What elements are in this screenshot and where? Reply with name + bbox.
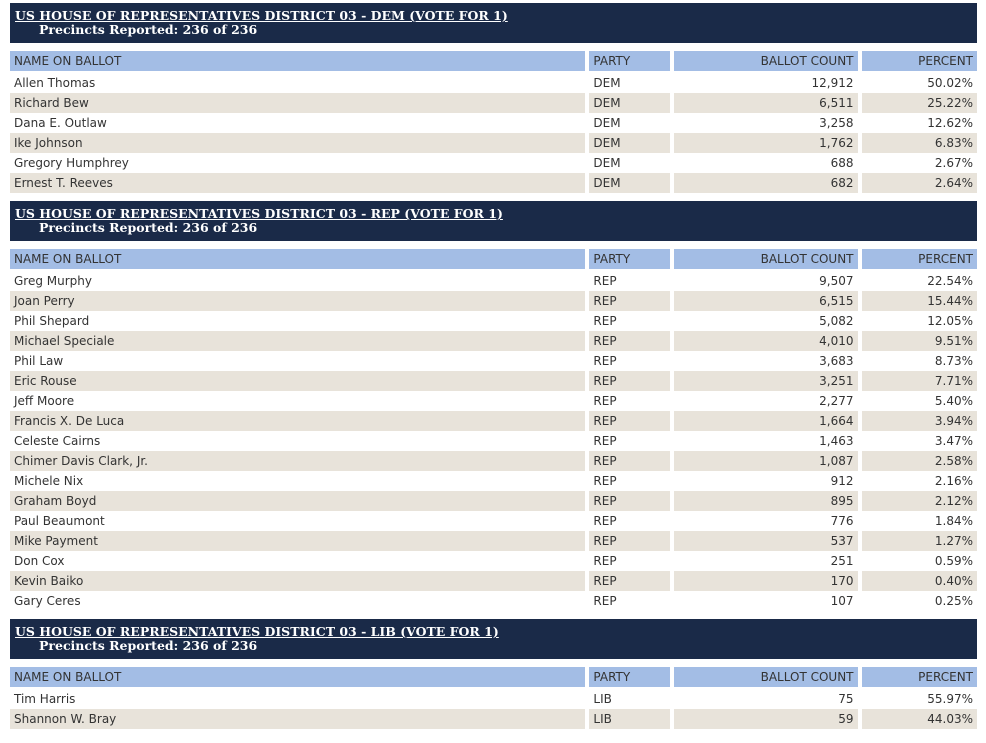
table-row (10, 531, 977, 551)
column-header-party: PARTY (589, 667, 669, 689)
candidate-name: Joan Perry (10, 291, 585, 311)
candidate-name: Chimer Davis Clark, Jr. (10, 451, 585, 471)
vote-percent: 44.03% (862, 709, 978, 729)
table-row (10, 511, 977, 531)
candidate-name: Graham Boyd (10, 491, 585, 511)
candidate-party: REP (589, 451, 669, 471)
candidate-party: REP (593, 434, 617, 448)
candidate-party: REP (593, 394, 617, 408)
table-row (10, 113, 977, 133)
ballot-count: 3,683 (819, 354, 854, 368)
table-row (10, 391, 977, 411)
table-row (10, 431, 977, 451)
vote-percent: 6.83% (862, 133, 978, 153)
candidate-party: REP (593, 514, 617, 528)
candidate-party: REP (593, 314, 617, 328)
race-header (10, 201, 977, 241)
column-header-name: NAME ON BALLOT (10, 249, 585, 271)
race-header (10, 3, 977, 43)
ballot-count: 6,511 (674, 93, 858, 113)
candidate-party: REP (589, 371, 669, 391)
candidate-name: Jeff Moore (14, 394, 75, 408)
table-row (10, 451, 977, 471)
column-header-party: PARTY (589, 51, 669, 73)
vote-percent: 7.71% (862, 371, 978, 391)
table-row (10, 291, 977, 311)
candidate-name: Mike Payment (10, 531, 585, 551)
candidate-name: Allen Thomas (14, 76, 96, 90)
column-header-percent: PERCENT (862, 667, 978, 689)
ballot-count: 12,912 (811, 76, 854, 90)
candidate-name: Gary Ceres (14, 594, 81, 608)
candidate-party: REP (589, 531, 669, 551)
table-row (10, 709, 977, 729)
vote-percent: 3.94% (862, 411, 978, 431)
candidate-party: DEM (589, 133, 669, 153)
candidate-name: Greg Murphy (14, 274, 92, 288)
column-header-count: BALLOT COUNT (674, 667, 858, 689)
candidate-party: REP (593, 594, 617, 608)
ballot-count: 2,277 (819, 394, 854, 408)
candidate-name: Tim Harris (14, 692, 76, 706)
table-row (10, 689, 977, 709)
ballot-count: 3,251 (674, 371, 858, 391)
vote-percent: 0.25% (934, 594, 973, 608)
ballot-count: 251 (830, 554, 854, 568)
ballot-count: 4,010 (674, 331, 858, 351)
table-row (10, 173, 977, 193)
race-rep (10, 201, 977, 611)
table-row (10, 271, 977, 291)
table-row (10, 93, 977, 113)
candidate-party: LIB (593, 692, 612, 706)
candidate-party: DEM (589, 93, 669, 113)
table-row (10, 351, 977, 371)
candidate-name: Dana E. Outlaw (14, 116, 107, 130)
column-header-name: NAME ON BALLOT (10, 51, 585, 73)
ballot-count: 59 (674, 709, 858, 729)
vote-percent: 9.51% (862, 331, 978, 351)
vote-percent: 2.16% (934, 474, 973, 488)
candidate-party: REP (589, 571, 669, 591)
table-row (10, 311, 977, 331)
vote-percent: 50.02% (927, 76, 973, 90)
candidate-name: Paul Beaumont (14, 514, 105, 528)
ballot-count: 9,507 (819, 274, 854, 288)
vote-percent: 2.64% (862, 173, 978, 193)
table-row (10, 591, 977, 611)
table-row (10, 133, 977, 153)
ballot-count: 895 (674, 491, 858, 511)
vote-percent: 25.22% (862, 93, 978, 113)
column-header-count: BALLOT COUNT (674, 249, 858, 271)
results-table (6, 249, 981, 611)
ballot-count: 776 (830, 514, 854, 528)
candidate-name: Ernest T. Reeves (10, 173, 585, 193)
candidate-party: DEM (589, 173, 669, 193)
candidate-name: Don Cox (14, 554, 65, 568)
table-row (10, 471, 977, 491)
ballot-count: 3,258 (819, 116, 854, 130)
column-header-percent: PERCENT (862, 249, 978, 271)
candidate-party: REP (593, 474, 617, 488)
ballot-count: 5,082 (819, 314, 854, 328)
candidate-name: Michele Nix (14, 474, 84, 488)
candidate-name: Kevin Baiko (10, 571, 585, 591)
vote-percent: 12.05% (927, 314, 973, 328)
ballot-count: 75 (838, 692, 854, 706)
candidate-name: Francis X. De Luca (10, 411, 585, 431)
race-title-link[interactable]: US HOUSE OF REPRESENTATIVES DISTRICT 03 - LIB (VOTE FOR 1) (15, 624, 499, 639)
precincts-reported: Precincts Reported: 236 of 236 (39, 220, 258, 235)
candidate-name: Michael Speciale (10, 331, 585, 351)
candidate-party: DEM (593, 116, 621, 130)
column-header-name: NAME ON BALLOT (10, 667, 585, 689)
table-row (10, 411, 977, 431)
race-dem (10, 3, 977, 193)
ballot-count: 6,515 (674, 291, 858, 311)
vote-percent: 22.54% (927, 274, 973, 288)
ballot-count: 1,762 (674, 133, 858, 153)
ballot-count: 688 (830, 156, 854, 170)
table-row (10, 73, 977, 93)
results-table (6, 667, 981, 729)
vote-percent: 2.12% (862, 491, 978, 511)
candidate-name: Ike Johnson (10, 133, 585, 153)
table-row (10, 371, 977, 391)
ballot-count: 1,463 (819, 434, 854, 448)
vote-percent: 12.62% (927, 116, 973, 130)
ballot-count: 1,664 (674, 411, 858, 431)
candidate-party: REP (593, 354, 617, 368)
vote-percent: 3.47% (934, 434, 973, 448)
candidate-party: REP (593, 274, 617, 288)
vote-percent: 5.40% (934, 394, 973, 408)
vote-percent: 0.40% (862, 571, 978, 591)
candidate-party: REP (589, 291, 669, 311)
vote-percent: 1.27% (862, 531, 978, 551)
candidate-name: Eric Rouse (10, 371, 585, 391)
vote-percent: 0.59% (934, 554, 973, 568)
column-header-percent: PERCENT (862, 51, 978, 73)
candidate-name: Richard Bew (10, 93, 585, 113)
vote-percent: 55.97% (927, 692, 973, 706)
ballot-count: 107 (830, 594, 854, 608)
ballot-count: 537 (674, 531, 858, 551)
candidate-party: DEM (593, 156, 621, 170)
table-row (10, 551, 977, 571)
table-row (10, 571, 977, 591)
table-row (10, 331, 977, 351)
candidate-name: Phil Law (14, 354, 64, 368)
ballot-count: 170 (674, 571, 858, 591)
candidate-party: REP (589, 331, 669, 351)
candidate-party: LIB (589, 709, 669, 729)
precincts-reported: Precincts Reported: 236 of 236 (39, 638, 258, 653)
vote-percent: 1.84% (934, 514, 973, 528)
race-title-link[interactable]: US HOUSE OF REPRESENTATIVES DISTRICT 03 - DEM (VOTE FOR 1) (15, 8, 508, 23)
column-header-party: PARTY (589, 249, 669, 271)
race-title-link[interactable]: US HOUSE OF REPRESENTATIVES DISTRICT 03 - REP (VOTE FOR 1) (15, 206, 503, 221)
candidate-party: DEM (593, 76, 621, 90)
candidate-name: Phil Shepard (14, 314, 90, 328)
vote-percent: 2.58% (862, 451, 978, 471)
candidate-party: REP (589, 411, 669, 431)
ballot-count: 1,087 (674, 451, 858, 471)
precincts-reported: Precincts Reported: 236 of 236 (39, 22, 258, 37)
race-lib (10, 619, 977, 729)
vote-percent: 8.73% (934, 354, 973, 368)
ballot-count: 682 (674, 173, 858, 193)
candidate-party: REP (593, 554, 617, 568)
candidate-name: Gregory Humphrey (14, 156, 129, 170)
candidate-party: REP (589, 491, 669, 511)
column-header-count: BALLOT COUNT (674, 51, 858, 73)
vote-percent: 2.67% (934, 156, 973, 170)
candidate-name: Celeste Cairns (14, 434, 101, 448)
candidate-name: Shannon W. Bray (10, 709, 585, 729)
vote-percent: 15.44% (862, 291, 978, 311)
ballot-count: 912 (830, 474, 854, 488)
table-row (10, 491, 977, 511)
results-table (6, 51, 981, 193)
table-row (10, 153, 977, 173)
race-header (10, 619, 977, 659)
